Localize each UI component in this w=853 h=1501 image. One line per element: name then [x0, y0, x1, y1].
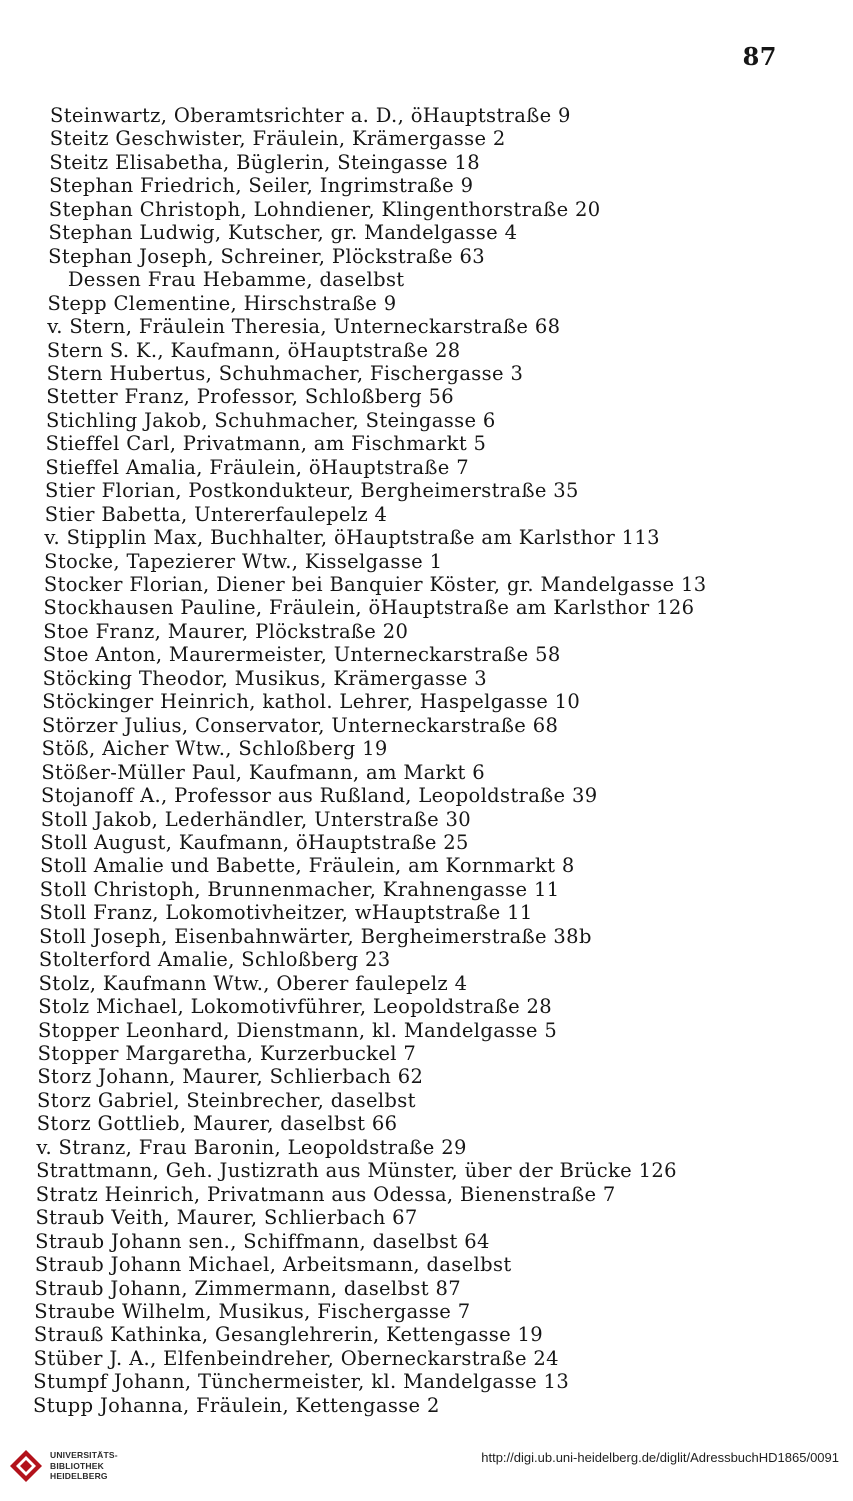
directory-entry: Straub Veith, Maurer, Schlierbach 67	[35, 1206, 418, 1230]
library-logo-text	[50, 1450, 118, 1482]
directory-entry: Stojanoff A., Professor aus Rußland, Leopoldstraße 39	[41, 784, 598, 808]
directory-entry: Stopper Leonhard, Dienstmann, kl. Mandelgasse 5	[37, 1018, 558, 1042]
directory-entry: Stöcking Theodor, Musikus, Krämergasse 3	[42, 666, 488, 690]
directory-entry: Stephan Joseph, Schreiner, Plöckstraße 63	[48, 244, 486, 268]
directory-entry: Stolz, Kaufmann Wtw., Oberer faulepelz 4	[38, 971, 468, 995]
directory-entry: Stier Florian, Postkondukteur, Bergheimerstraße 35	[45, 479, 579, 503]
directory-entry: Stoll Amalie und Babette, Fräulein, am Kornmarkt 8	[40, 854, 575, 878]
directory-entry: Stoll Jakob, Lederhändler, Unterstraße 30	[40, 807, 472, 831]
directory-entry: Straub Johann, Zimmermann, daselbst 87	[34, 1276, 461, 1300]
directory-entry: Stephan Christoph, Lohndiener, Klingenthorstraße 20	[48, 197, 601, 221]
directory-entry: Straub Johann sen., Schiffmann, daselbst 64	[35, 1229, 490, 1253]
directory-entry: Stocker Florian, Diener bei Banquier Köster, gr. Mandelgasse 13	[43, 573, 707, 596]
logo-line: UNIVERSITÄTS-	[50, 1450, 118, 1460]
directory-entry: Stetter Franz, Professor, Schloßberg 56	[46, 385, 455, 409]
directory-entry: Strattmann, Geh. Justizrath aus Münster, über der Brücke 126	[36, 1159, 677, 1183]
directory-entry: Storz Johann, Maurer, Schlierbach 62	[37, 1065, 424, 1089]
directory-entry: Stern S. K., Kaufmann, öHauptstraße 28	[46, 338, 461, 362]
directory-entry: Stockhausen Pauline, Fräulein, öHauptstraße am Karlsthor 126	[43, 596, 695, 620]
directory-entry: Storz Gabriel, Steinbrecher, daselbst	[37, 1088, 416, 1112]
directory-entry: Stoll Joseph, Eisenbahnwärter, Bergheimerstraße 38b	[39, 924, 592, 948]
directory-entry: Stoll August, Kaufmann, öHauptstraße 25	[40, 830, 469, 854]
logo-line: HEIDELBERG	[50, 1471, 108, 1481]
directory-entry: v. Stranz, Frau Baronin, Leopoldstraße 29	[36, 1135, 467, 1159]
directory-entry: Stier Babetta, Untererfaulepelz 4	[44, 502, 388, 526]
directory-entry: Stopper Margaretha, Kurzerbuckel 7	[37, 1042, 417, 1065]
directory-entry: Stolterford Amalie, Schloßberg 23	[38, 948, 391, 972]
directory-entry: Stoll Franz, Lokomotivheitzer, wHauptstraße 11	[39, 901, 533, 925]
directory-entry: Stieffel Carl, Privatmann, am Fischmarkt 5	[45, 432, 487, 456]
directory-entry: Stoe Anton, Maurermeister, Unterneckarstraße 58	[42, 643, 561, 667]
page-number: 87	[742, 42, 777, 71]
logo-line: BIBLIOTHEK	[50, 1460, 104, 1471]
directory-entry: Stern Hubertus, Schuhmacher, Fischergasse 3	[46, 361, 524, 385]
directory-entry: Stoll Christoph, Brunnenmacher, Krahnengasse 11	[39, 877, 560, 901]
directory-entry: Stieffel Amalia, Fräulein, öHauptstraße 7	[45, 455, 469, 479]
library-seal-icon	[8, 1448, 44, 1484]
directory-entry: Steitz Geschwister, Fräulein, Krämergasse 2	[49, 127, 506, 151]
directory-entry: Stößer-Müller Paul, Kaufmann, am Markt 6	[41, 760, 485, 784]
directory-entry: Dessen Frau Hebamme, daselbst	[67, 268, 405, 292]
directory-entry: Stichling Jakob, Schuhmacher, Steingasse 6	[45, 408, 496, 432]
directory-entry: Steitz Elisabetha, Büglerin, Steingasse 18	[49, 150, 481, 174]
directory-entry: Straub Johann Michael, Arbeitsmann, daselbst	[34, 1253, 512, 1277]
directory-entry: Stöß, Aicher Wtw., Schloßberg 19	[41, 737, 388, 761]
directory-entry: Steinwartz, Oberamtsrichter a. D., öHauptstraße 9	[50, 104, 571, 127]
directory-entry: Stüber J. A., Elfenbeindreher, Oberneckarstraße 24	[33, 1346, 559, 1370]
directory-entry: Storz Gottlieb, Maurer, daselbst 66	[36, 1112, 398, 1136]
directory-entry: Stöckinger Heinrich, kathol. Lehrer, Haspelgasse 10	[42, 690, 581, 714]
directory-entry: Strauß Kathinka, Gesanglehrerin, Kettengasse 19	[33, 1323, 544, 1347]
directory-entry: Stephan Friedrich, Seiler, Ingrimstraße 9	[49, 174, 474, 198]
directory-entry: v. Stern, Fräulein Theresia, Unterneckarstraße 68	[47, 315, 561, 339]
directory-entry: Stumpf Johann, Tünchermeister, kl. Mandelgasse 13	[33, 1370, 570, 1394]
directory-entry: v. Stipplin Max, Buchhalter, öHauptstraße am Karlsthor 113	[44, 526, 660, 550]
directory-entry: Stratz Heinrich, Privatmann aus Odessa, Bienenstraße 7	[35, 1182, 616, 1206]
directory-entry: Stoe Franz, Maurer, Plöckstraße 20	[43, 619, 409, 643]
source-url-link[interactable]: http://digi.ub.uni-heidelberg.de/diglit/AdressbuchHD1865/0091	[481, 1450, 839, 1465]
directory-entry: Straube Wilhelm, Musikus, Fischergasse 7	[34, 1299, 471, 1323]
directory-entry: Stepp Clementine, Hirschstraße 9	[47, 291, 397, 315]
directory-entry: Stephan Ludwig, Kutscher, gr. Mandelgasse 4	[48, 221, 518, 245]
directory-entry: Stolz Michael, Lokomotivführer, Leopoldstraße 28	[38, 995, 553, 1019]
directory-entry: Stupp Johanna, Fräulein, Kettengasse 2	[33, 1393, 440, 1417]
directory-entry: Störzer Julius, Conservator, Unterneckarstraße 68	[41, 713, 559, 737]
library-logo[interactable]	[8, 1446, 128, 1486]
directory-entry: Stocke, Tapezierer Wtw., Kisselgasse 1	[44, 549, 443, 573]
